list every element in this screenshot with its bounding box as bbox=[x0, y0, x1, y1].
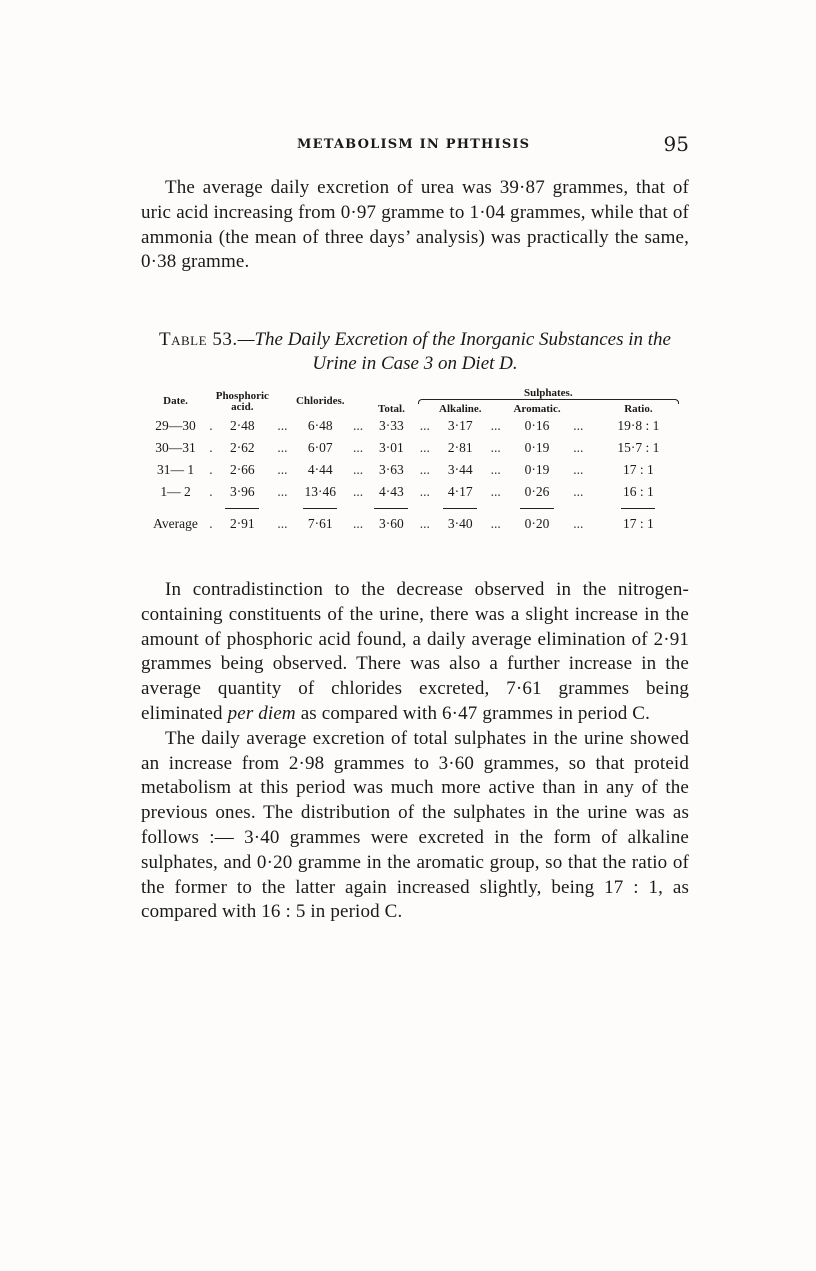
sulphates-group-header bbox=[372, 388, 685, 404]
body-text bbox=[141, 578, 689, 925]
cell-date: Average bbox=[153, 516, 198, 531]
dot-leader: ... bbox=[573, 516, 584, 531]
cell-date: 31— 1 bbox=[156, 462, 195, 477]
dot-leader: ... bbox=[277, 418, 288, 433]
dot-leader: ... bbox=[573, 484, 584, 499]
caption-dash: — bbox=[237, 329, 255, 350]
cell-ratio: 17 : 1 bbox=[623, 516, 654, 531]
sum-rule bbox=[225, 508, 259, 509]
dot-leader: ... bbox=[277, 484, 288, 499]
table-row bbox=[145, 481, 685, 503]
dot-leader: ... bbox=[353, 484, 364, 499]
cell-ratio: 16 : 1 bbox=[623, 484, 654, 499]
dot-leader: ... bbox=[490, 516, 501, 531]
cell-phosphoric: 3·96 bbox=[229, 484, 255, 499]
paragraph-italic: per diem bbox=[227, 702, 296, 724]
running-title: METABOLISM IN PHTHISIS bbox=[297, 137, 531, 152]
dot-leader: ... bbox=[490, 462, 501, 477]
dot-leader: ... bbox=[573, 418, 584, 433]
col-phosphoric-header: Phosphoric acid. bbox=[215, 389, 269, 413]
dot-leader: ... bbox=[277, 516, 288, 531]
cell-chlorides: 6·48 bbox=[307, 418, 333, 433]
paragraph-text: as compared with 6·47 grammes in period C. bbox=[295, 702, 650, 724]
cell-alkaline: 3·17 bbox=[447, 418, 473, 433]
cell-ratio: 15·7 : 1 bbox=[617, 440, 660, 455]
cell-total: 4·43 bbox=[379, 484, 404, 499]
dot-leader: ... bbox=[419, 462, 430, 477]
dot-leader: ... bbox=[419, 440, 430, 455]
cell-chlorides: 6·07 bbox=[307, 440, 333, 455]
intro-paragraph: The average daily excretion of urea was 39·87 grammes, that of uric acid increasing from 0·97 gramme to 1·04 grammes, while that of ammonia (the mean of three days’ analysis) was practically the same, 0·38 gramme. bbox=[141, 177, 689, 273]
cell-aromatic: 0·26 bbox=[524, 484, 550, 499]
cell-alkaline: 4·17 bbox=[447, 484, 473, 499]
cell-phosphoric: 2·66 bbox=[229, 462, 255, 477]
cell-aromatic: 0·19 bbox=[524, 440, 550, 455]
sum-rule bbox=[303, 508, 337, 509]
dot-leader: ... bbox=[490, 418, 501, 433]
average-row bbox=[145, 513, 685, 535]
col-aromatic-header: Aromatic. bbox=[513, 403, 561, 415]
table-row bbox=[145, 437, 685, 459]
cell-phosphoric: 2·62 bbox=[229, 440, 255, 455]
page-number: 95 bbox=[663, 132, 689, 156]
cell-phosphoric: 2·91 bbox=[229, 516, 255, 531]
paragraph-text: In contradistinction to the decrease observed in the nitrogen-containing constituents of the urine, there was a slight increase in the amount of phosphoric acid found, a daily average elimination of 2·91 grammes being observed. There was also a further increase in the average quantity of chlorides excreted, 7·61 grammes being eliminated bbox=[141, 579, 689, 724]
dot-leader: . bbox=[209, 516, 213, 531]
dot-leader: . bbox=[209, 440, 213, 455]
dot-leader: . bbox=[209, 484, 213, 499]
average-rule-row bbox=[145, 503, 685, 513]
sum-rule bbox=[443, 508, 477, 509]
table-row bbox=[145, 415, 685, 437]
cell-total: 3·01 bbox=[379, 440, 404, 455]
dot-leader: ... bbox=[353, 462, 364, 477]
paragraph-sulphates: The daily average excretion of total sulphates in the urine showed an increase from 2·98 grammes to 3·60 grammes, so that proteid metabolism at this period was much more active than in any of the previous ones. The distribution of the sulphates in the urine was as follows :— 3·40 grammes were excreted in the form of alkaline sulphates, and 0·20 gramme in the aromatic group, so that the ratio of the former to the latter again increased slightly, being 17 : 1, as compared with 16 : 5 in period C. bbox=[141, 727, 689, 923]
col-ratio-header: Ratio. bbox=[624, 403, 653, 415]
cell-chlorides: 4·44 bbox=[307, 462, 333, 477]
sulphates-label: Sulphates. bbox=[523, 387, 573, 399]
cell-total: 3·60 bbox=[379, 516, 404, 531]
cell-alkaline: 2·81 bbox=[447, 440, 473, 455]
cell-alkaline: 3·40 bbox=[447, 516, 473, 531]
dot-leader: . bbox=[209, 462, 213, 477]
sum-rule bbox=[374, 508, 408, 509]
dot-leader: ... bbox=[573, 462, 584, 477]
page-header bbox=[141, 134, 689, 154]
dot-leader: ... bbox=[419, 516, 430, 531]
dot-leader: ... bbox=[353, 418, 364, 433]
dot-leader: ... bbox=[419, 484, 430, 499]
dot-leader: ... bbox=[353, 440, 364, 455]
cell-chlorides: 13·46 bbox=[304, 484, 336, 499]
cell-ratio: 19·8 : 1 bbox=[617, 418, 660, 433]
dot-leader: ... bbox=[490, 440, 501, 455]
cell-ratio: 17 : 1 bbox=[623, 462, 654, 477]
cell-date: 29—30 bbox=[155, 418, 196, 433]
cell-aromatic: 0·20 bbox=[524, 516, 550, 531]
header-row-top bbox=[145, 388, 685, 404]
dot-leader: ... bbox=[490, 484, 501, 499]
cell-alkaline: 3·44 bbox=[447, 462, 473, 477]
cell-total: 3·33 bbox=[379, 418, 404, 433]
col-chlorides-header: Chlorides. bbox=[295, 395, 345, 407]
col-total-header: Total. bbox=[378, 403, 405, 415]
dot-leader: ... bbox=[353, 516, 364, 531]
dot-leader: . bbox=[209, 418, 213, 433]
table-row bbox=[145, 459, 685, 481]
table-caption bbox=[141, 328, 689, 376]
cell-chlorides: 7·61 bbox=[307, 516, 333, 531]
cell-date: 1— 2 bbox=[160, 484, 191, 499]
col-date-header: Date. bbox=[163, 395, 188, 407]
cell-aromatic: 0·16 bbox=[524, 418, 550, 433]
cell-aromatic: 0·19 bbox=[524, 462, 550, 477]
col-alkaline-header: Alkaline. bbox=[439, 403, 482, 415]
dot-leader: ... bbox=[277, 462, 288, 477]
dot-leader: ... bbox=[277, 440, 288, 455]
cell-date: 30—31 bbox=[155, 440, 196, 455]
sum-rule bbox=[520, 508, 554, 509]
dot-leader: ... bbox=[573, 440, 584, 455]
excretion-table bbox=[145, 388, 685, 535]
dot-leader: ... bbox=[419, 418, 430, 433]
sum-rule bbox=[621, 508, 655, 509]
table-label: Table 53. bbox=[159, 329, 238, 350]
cell-phosphoric: 2·48 bbox=[229, 418, 255, 433]
paragraph-phosphoric bbox=[141, 578, 689, 727]
table-title: The Daily Excretion of the Inorganic Substances in the Urine in Case 3 on Diet D. bbox=[254, 329, 671, 374]
cell-total: 3·63 bbox=[379, 462, 404, 477]
